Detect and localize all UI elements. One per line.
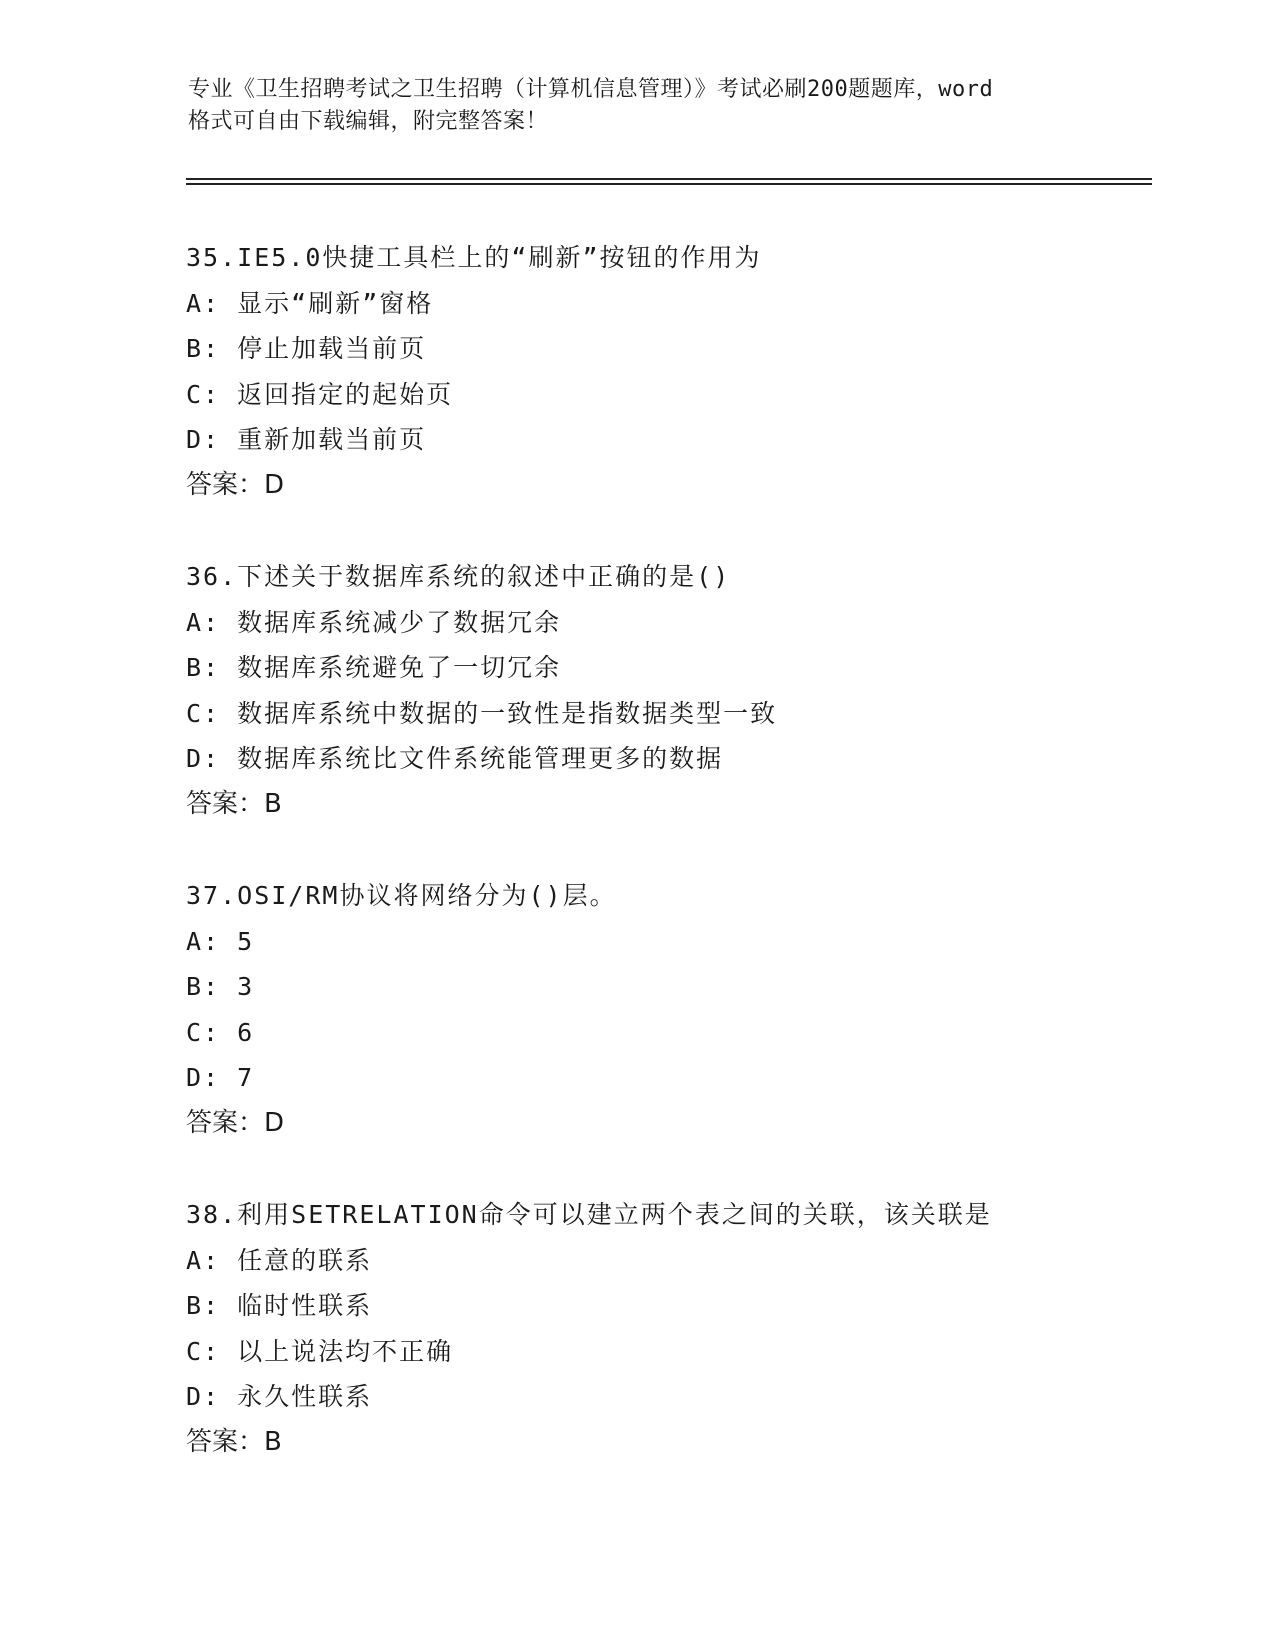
question-38: [186, 1192, 1186, 1465]
question-37: [186, 873, 1186, 1146]
option-c: C: 以上说法均不正确: [186, 1336, 454, 1366]
option-c: C: 数据库系统中数据的一致性是指数据类型一致: [186, 698, 778, 728]
option-b: B: 临时性联系: [186, 1291, 373, 1320]
answer-line: 答案：B: [186, 1426, 282, 1457]
option-b: B: 停止加载当前页: [186, 334, 427, 363]
question-35: [186, 235, 1186, 508]
answer-line: 答案：D: [186, 469, 285, 500]
question-stem: 36.下述关于数据库系统的叙述中正确的是(): [186, 562, 731, 591]
option-d: D: 永久性联系: [186, 1382, 373, 1411]
header-line-2: 格式可自由下载编辑，附完整答案！: [188, 109, 549, 134]
answer-line: 答案：B: [186, 788, 282, 819]
option-d: D: 7: [186, 1063, 255, 1092]
question-stem: 37.OSI/RM协议将网络分为()层。: [186, 881, 617, 910]
question-stem: 38.利用SETRELATION命令可以建立两个表之间的关联，该关联是: [186, 1200, 992, 1229]
option-a: A: 任意的联系: [186, 1245, 373, 1275]
header-divider-bottom: [186, 183, 1152, 185]
option-b: B: 数据库系统避免了一切冗余: [186, 653, 562, 682]
header-line-1: 专业《卫生招聘考试之卫生招聘（计算机信息管理）》考试必刷200题题库，word: [188, 77, 994, 102]
option-d: D: 重新加载当前页: [186, 425, 427, 454]
option-c: C: 返回指定的起始页: [186, 379, 454, 409]
option-b: B: 3: [186, 972, 255, 1001]
answer-line: 答案：D: [186, 1107, 285, 1138]
question-stem: 35.IE5.0快捷工具栏上的“刷新”按钮的作用为: [186, 243, 762, 272]
question-list: [186, 235, 1186, 1511]
option-a: A: 显示“刷新”窗格: [186, 288, 434, 318]
option-a: A: 5: [186, 926, 255, 956]
document-header: [188, 74, 1088, 138]
option-c: C: 6: [186, 1017, 255, 1047]
question-36: [186, 554, 1186, 827]
option-a: A: 数据库系统减少了数据冗余: [186, 607, 562, 637]
header-divider-top: [186, 178, 1152, 180]
option-d: D: 数据库系统比文件系统能管理更多的数据: [186, 744, 724, 773]
